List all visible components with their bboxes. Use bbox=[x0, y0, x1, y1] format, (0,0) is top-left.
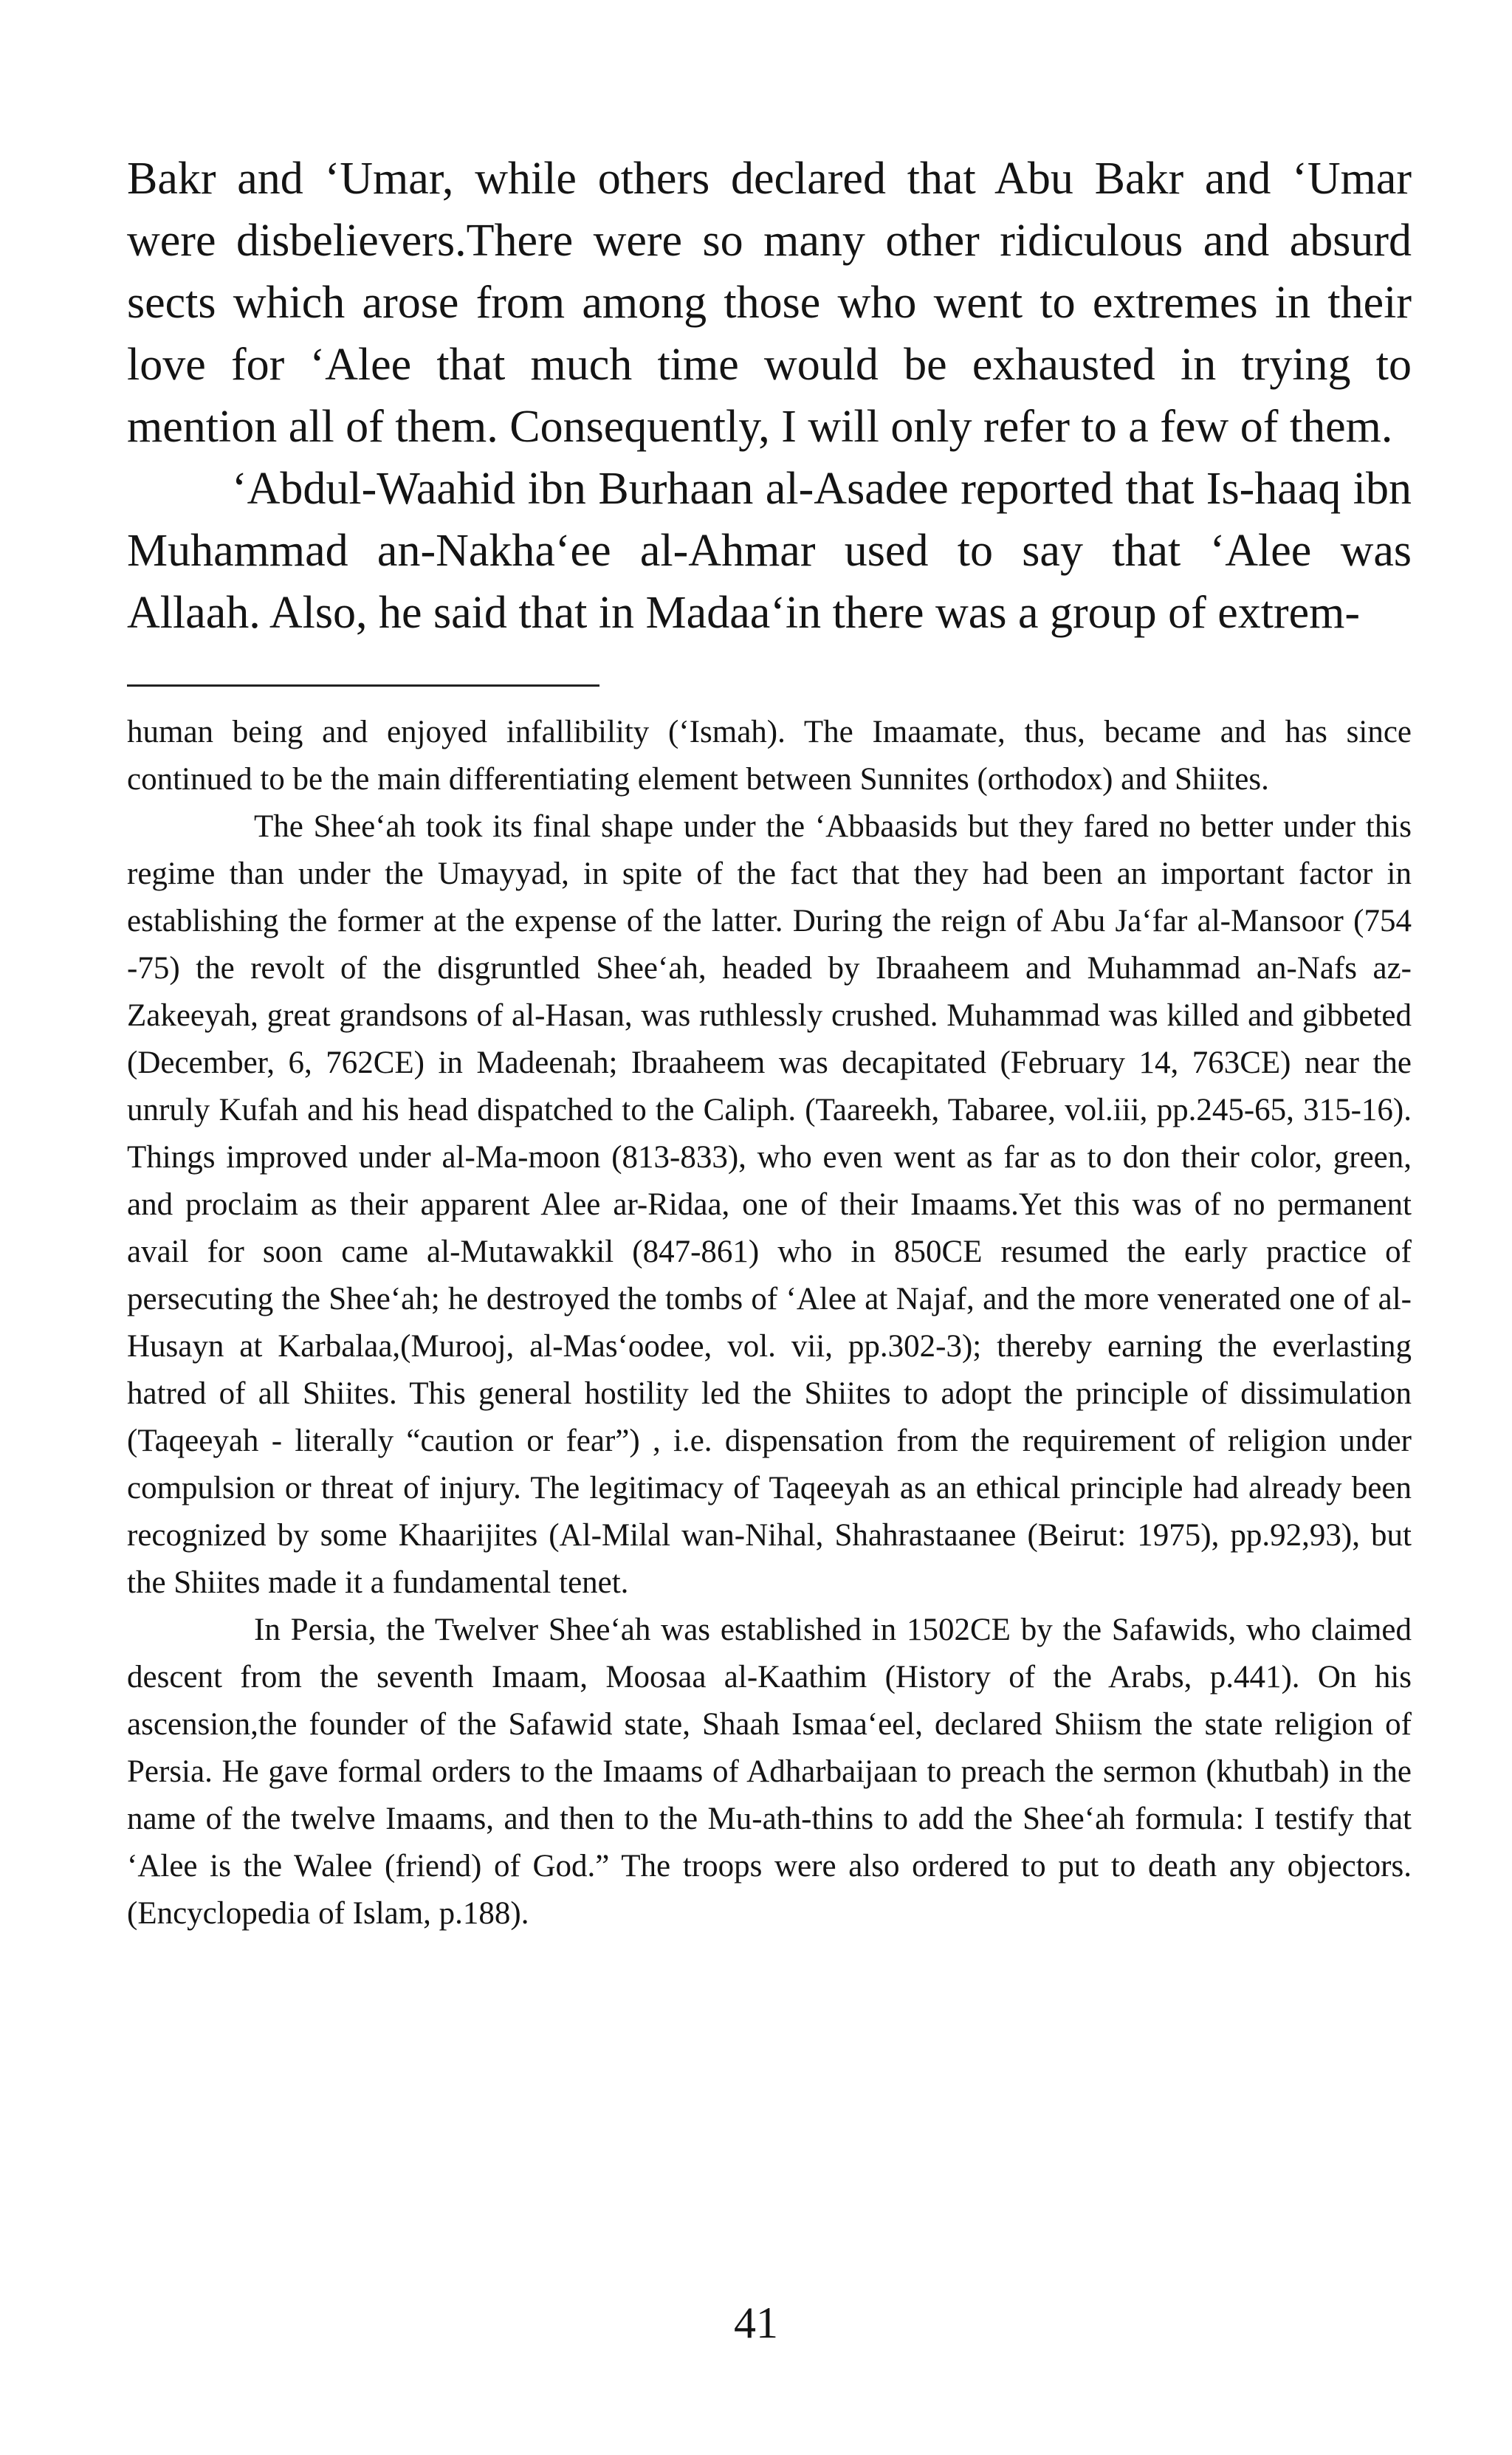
page-number: 41 bbox=[734, 2298, 778, 2347]
footnote-paragraph-1: human being and enjoyed infallibility (‘Ismah). The Imaamate, thus, became and has since continued to be the main differentiating element between Sunnites (orthodox) and Shiites. bbox=[127, 715, 1412, 797]
footnote-separator bbox=[127, 684, 599, 687]
footnote-paragraph-2: The Shee‘ah took its final shape under the ‘Abbaasids but they fared no better under this regime than under the Umayyad, in spite of the fact that they had been an important factor in establishing the former at the expense of the latter. During the reign of Abu Ja‘far al-Mansoor (754 -75) the revolt of the disgruntled Shee‘ah, headed by Ibraaheem and Muhammad an-Nafs az-Zakeeyah, great grandsons of al-Hasan, was ruthlessly crushed. Muhammad was killed and gibbeted (December, 6, 762CE) in Madeenah; Ibraaheem was decapitated (February 14, 763CE) near the unruly Kufah and his head dispatched to the Caliph. (Taareekh, Tabaree, vol.iii, pp.245-65, 315-16). Things improved under al-Ma-moon (813-833), who even went as far as to don their color, green, and proclaim as their apparent Alee ar-Ridaa, one of their Imaams.Yet this was of no permanent avail for soon came al-Mutawakkil (847-861) who in 850CE resumed the early practice of persecuting the Shee‘ah; he destroyed the tombs of ‘Alee at Najaf, and the more venerated one of al-Husayn at Karbalaa,(Murooj, al-Mas‘oodee, vol. vii, pp.302-3); thereby earning the everlasting hatred of all Shiites. This general hostility led the Shiites to adopt the principle of dissimulation (Taqeeyah - literally “caution or fear”) , i.e. dispensation from the requirement of religion under compulsion or threat of injury. The legitimacy of Taqeeyah as an ethical principle had already been recognized by some Khaarijites (Al-Milal wan-Nihal, Shahrastaanee (Beirut: 1975), pp.92,93), but the Shiites made it a fundamental tenet. bbox=[127, 809, 1412, 1600]
footnote-paragraph-3: In Persia, the Twelver Shee‘ah was established in 1502CE by the Safawids, who claimed descent from the seventh Imaam, Moosaa al-Kaathim (History of the Arabs, p.441). On his ascension,the founder of the Safawid state, Shaah Ismaa‘eel, declared Shiism the state religion of Persia. He gave formal orders to the Imaams of Adharbaijaan to preach the sermon (khutbah) in the name of the twelve Imaams, and then to the Mu-ath-thins to add the Shee‘ah formula: I testify that ‘Alee is the Walee (friend) of God.” The troops were also ordered to put to death any objectors. (Encyclopedia of Islam, p.188). bbox=[127, 1613, 1412, 1931]
footnote bbox=[127, 709, 1412, 1937]
main-paragraph-2: ‘Abdul-Waahid ibn Burhaan al-Asadee reported that Is-haaq ibn Muhammad an-Nakha‘ee al-Ahmar used to say that ‘Alee was Allaah. Also, he said that in Madaa‘in there was a group of extrem- bbox=[127, 464, 1412, 638]
main-paragraph-1: Bakr and ‘Umar, while others declared that Abu Bakr and ‘Umar were disbelievers.There were so many other ridiculous and absurd sects which arose from among those who went to extremes in their love for ‘Alee that much time would be exhausted in trying to mention all of them. Consequently, I will only refer to a few of them. bbox=[127, 154, 1412, 452]
main-text bbox=[127, 148, 1412, 644]
